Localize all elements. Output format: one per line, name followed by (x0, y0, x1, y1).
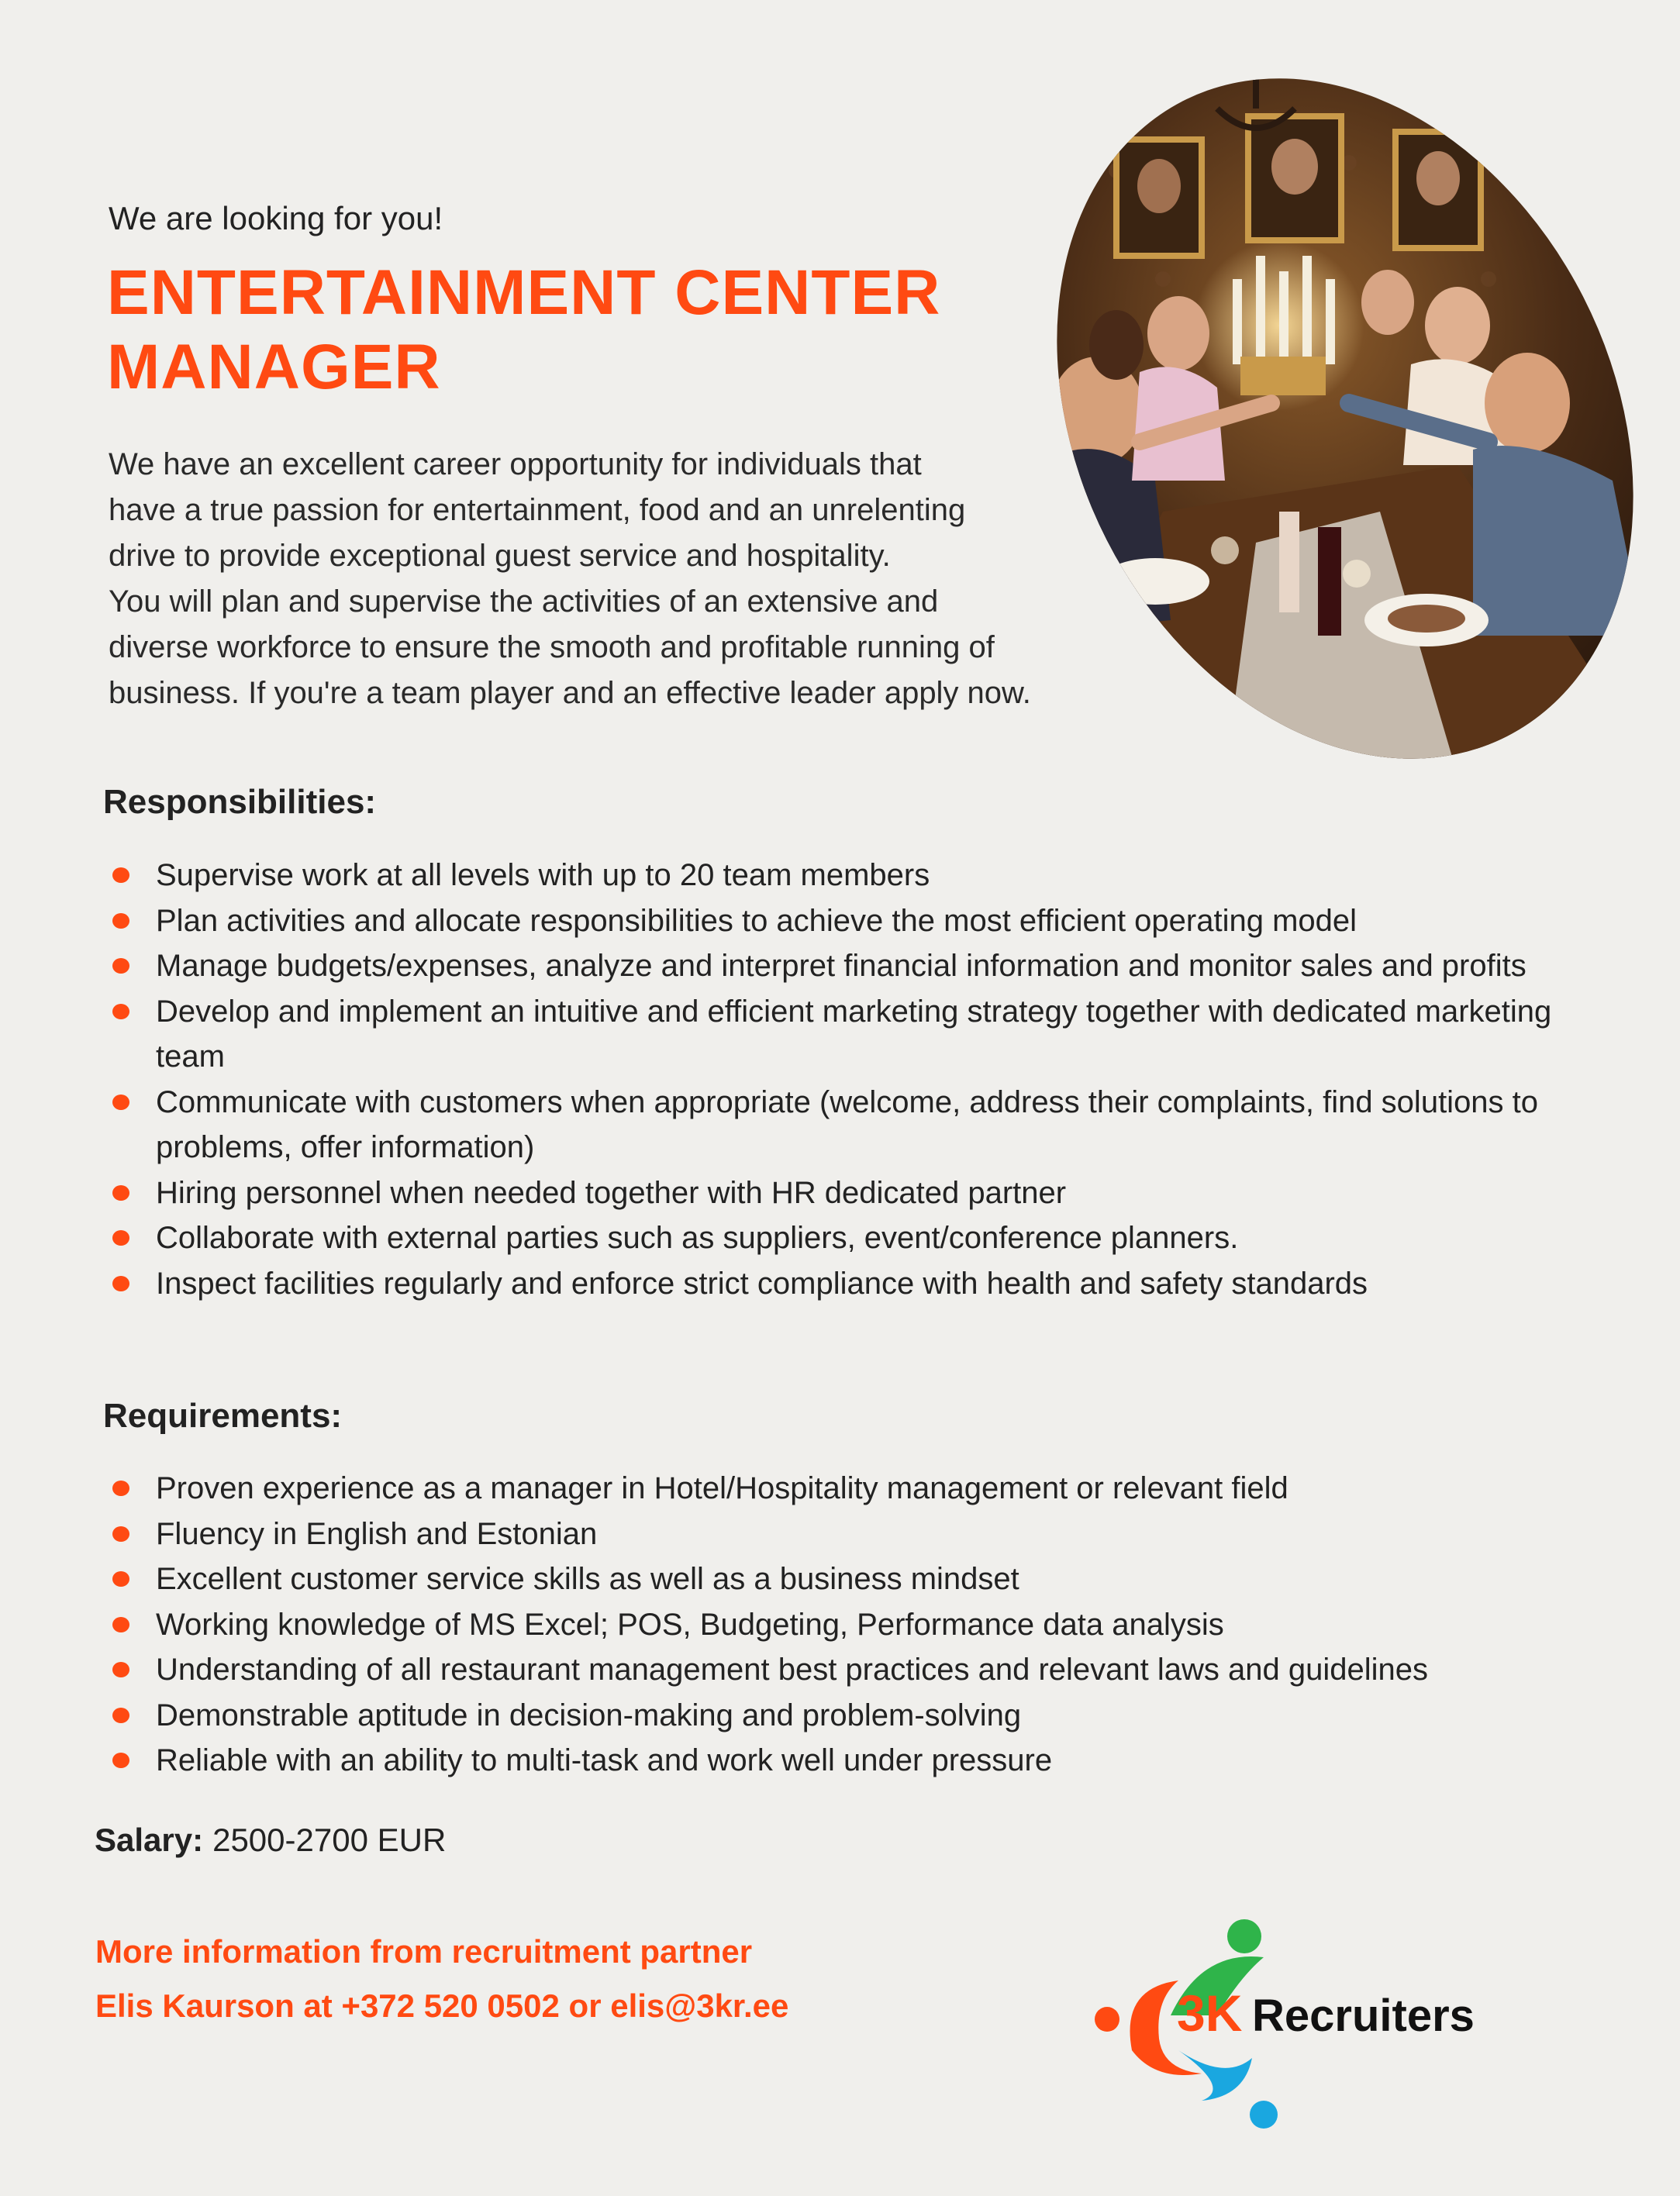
bullet-icon (112, 1095, 129, 1110)
list-item (111, 1215, 1584, 1261)
job-title-line2: MANAGER (107, 332, 441, 402)
bullet-icon (112, 1662, 129, 1677)
bullet-icon (112, 1526, 129, 1542)
svg-text:3K: 3K (1177, 1984, 1243, 2042)
bullet-icon (112, 867, 129, 883)
svg-text:Recruiters: Recruiters (1252, 1991, 1475, 2041)
requirements-heading: Requirements: (103, 1397, 343, 1435)
dinner-party-photo (1023, 78, 1659, 775)
job-title-line1: ENTERTAINMENT CENTER (107, 257, 941, 328)
list-item-text: Excellent customer service skills as well as a business mindset (156, 1562, 1019, 1596)
description-line: You will plan and supervise the activities of an extensive and (109, 584, 939, 619)
list-item (111, 1738, 1584, 1784)
bullet-icon (112, 1276, 129, 1291)
list-item-text: Collaborate with external parties such as suppliers, event/conference planners. (156, 1221, 1239, 1255)
bullet-icon (112, 913, 129, 929)
responsibilities-list (111, 853, 1584, 1306)
list-item-text: Manage budgets/expenses, analyze and interpret financial information and monitor sales and profits (156, 949, 1526, 983)
list-item (111, 943, 1584, 989)
list-item-text: Plan activities and allocate responsibilities to achieve the most efficient operating model (156, 903, 1357, 938)
bullet-icon (112, 1753, 129, 1768)
list-item-text: Inspect facilities regularly and enforce strict compliance with health and safety standards (156, 1266, 1368, 1301)
bullet-icon (112, 958, 129, 974)
description-line: diverse workforce to ensure the smooth and profitable running of (109, 630, 995, 664)
contact-line1: More information from recruitment partner (95, 1933, 753, 1970)
list-item-text: Supervise work at all levels with up to 20 team members (156, 858, 930, 892)
description-line: We have an excellent career opportunity for individuals that (109, 447, 922, 481)
list-item (111, 1693, 1584, 1739)
list-item (111, 898, 1584, 944)
list-item (111, 1602, 1584, 1648)
list-item-text: Working knowledge of MS Excel; POS, Budgeting, Performance data analysis (156, 1607, 1224, 1642)
description-line: drive to provide exceptional guest service and hospitality. (109, 539, 891, 573)
job-title (107, 256, 940, 405)
bullet-icon (112, 1617, 129, 1632)
contact-info (95, 1925, 788, 2033)
bullet-icon (112, 1230, 129, 1246)
contact-line2: Elis Kaurson at +372 520 0502 or elis@3kr.ee (95, 1987, 789, 2024)
3k-recruiters-logo (1085, 1915, 1613, 2139)
list-item (111, 1080, 1584, 1170)
salary (95, 1822, 446, 1859)
responsibilities-heading: Responsibilities: (103, 783, 377, 821)
description-line: business. If you're a team player and an effective leader apply now. (109, 676, 1031, 710)
salary-label: Salary: (95, 1822, 204, 1858)
bullet-icon (112, 1185, 129, 1201)
bullet-icon (112, 1004, 129, 1019)
list-item (111, 1261, 1584, 1307)
list-item (111, 1466, 1584, 1512)
intro-text: We are looking for you! (109, 200, 443, 236)
bullet-icon (112, 1571, 129, 1587)
list-item (111, 1512, 1584, 1557)
list-item-text: Hiring personnel when needed together with HR dedicated partner (156, 1175, 1067, 1210)
requirements-list (111, 1466, 1584, 1784)
list-item-text: Communicate with customers when appropriate (welcome, address their complaints, find solutions to problems, offer information) (156, 1084, 1539, 1164)
list-item-text: Fluency in English and Estonian (156, 1516, 598, 1551)
list-item-text: Demonstrable aptitude in decision-making and problem-solving (156, 1698, 1022, 1732)
job-description (109, 442, 1116, 716)
list-item (111, 1170, 1584, 1216)
list-item-text: Reliable with an ability to multi-task and work well under pressure (156, 1743, 1053, 1777)
list-item-text: Understanding of all restaurant management best practices and relevant laws and guidelines (156, 1653, 1428, 1687)
list-item-text: Develop and implement an intuitive and efficient marketing strategy together with dedicated marketing team (156, 994, 1552, 1074)
list-item (111, 853, 1584, 898)
list-item (111, 1557, 1584, 1602)
salary-value: 2500-2700 EUR (212, 1822, 447, 1858)
list-item (111, 989, 1584, 1080)
bullet-icon (112, 1708, 129, 1723)
bullet-icon (112, 1481, 129, 1496)
list-item-text: Proven experience as a manager in Hotel/Hospitality management or relevant field (156, 1471, 1288, 1505)
description-line: have a true passion for entertainment, food and an unrelenting (109, 493, 966, 527)
list-item (111, 1647, 1584, 1693)
